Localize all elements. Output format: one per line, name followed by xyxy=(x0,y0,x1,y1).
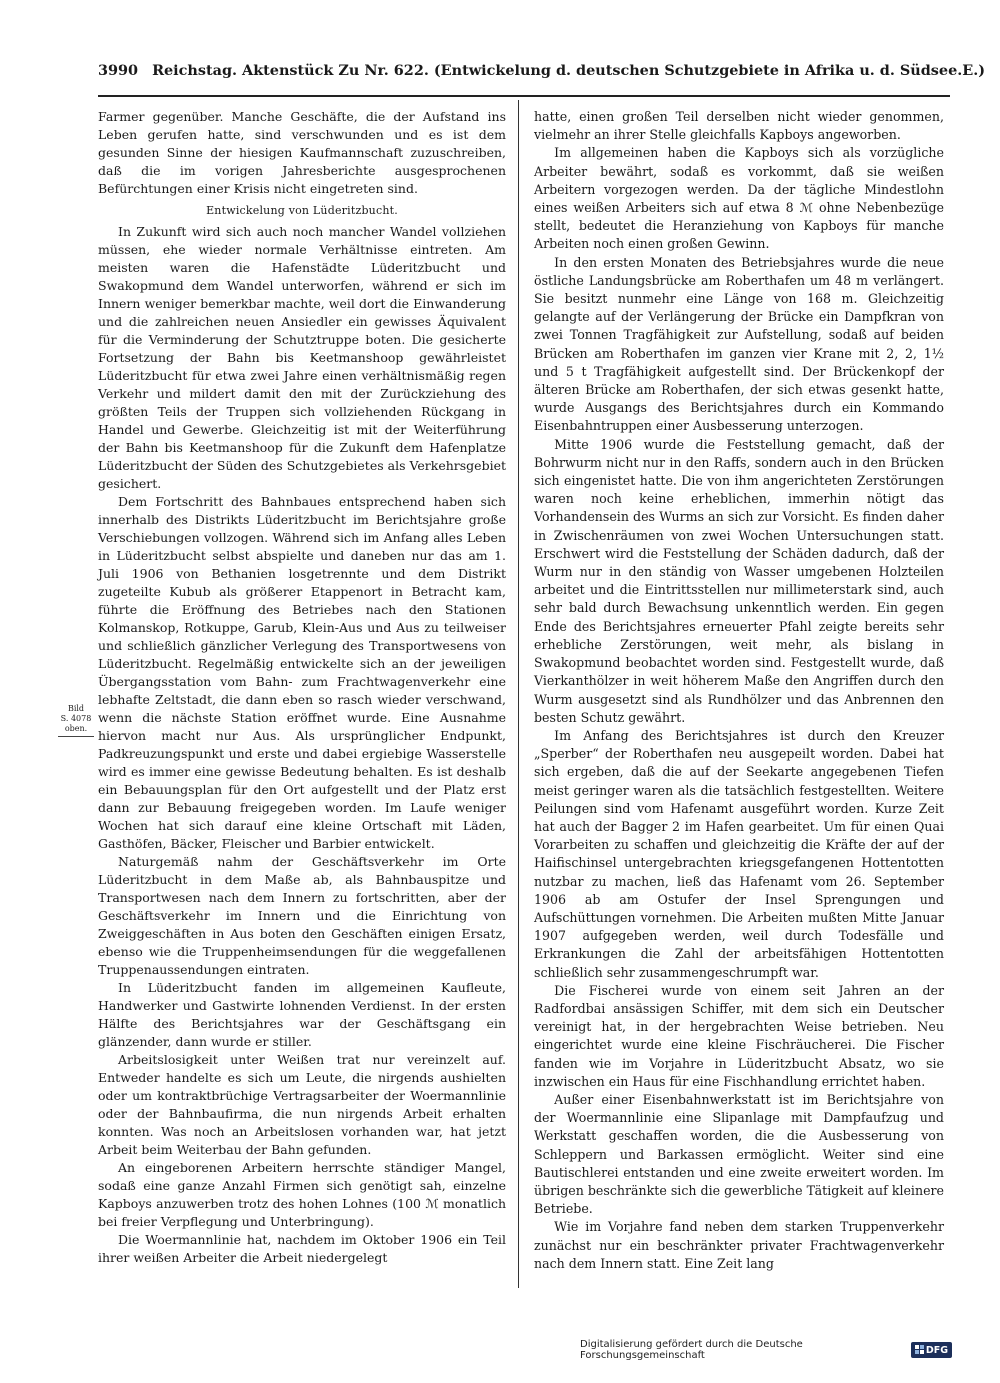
paragraph: hatte, einen großen Teil derselben nicht wieder genommen, vielmehr an ihrer Stelle gleichfalls Kapboys angeworben. xyxy=(534,109,944,143)
header-rule xyxy=(98,95,950,97)
paragraph: Dem Fortschritt des Bahnbaues entsprechend haben sich innerhalb des Distrikts Lüderitzbucht im Berichtsjahre große Verschiebungen vollzogen. Während sich im Anfang alles Leben in Lüderitzbucht selbst abspielte und daneben nur das am 1. Juli 1906 von Bethanien losgetrennte und dem Distrikt zugeteilte Kubub als größerer Etappenort in Betracht kam, führte die Eröffnung des Betriebes nach den Stationen Kolmanskop, Rotkuppe, Garub, Klein-Aus und Aus zu teilweiser und schließlich gänzlicher Verlegung des Transportwesens von Lüderitzbucht. Regelmäßig entwickelte sich an der jeweiligen Übergangsstation vom Bahn- zum Frachtwagenverkehr eine lebhafte Zeltstadt, die dann eben so rasch wieder verschwand, wenn die nächste Station eröffnet wurde. Eine Ausnahme hiervon macht nur Aus. Als ursprünglicher Endpunkt, Padkreuzungspunkt und erste und dabei ergiebige Wasserstelle wird es immer eine gewisse Bedeutung behalten. Es ist deshalb ein Bebauungsplan für den Ort aufgestellt und der Platz erst dann zur Bebauung freigegeben worden. Im Laufe weniger Wochen hat sich darauf eine kleine Ortschaft mit Läden, Gasthöfen, Bäcker, Fleischer und Barbier entwickelt. xyxy=(98,494,506,851)
paragraph: Naturgemäß nahm der Geschäftsverkehr im Orte Lüderitzbucht in dem Maße ab, als Bahnbauspitze und Transportwesen nach dem Innern zu fortschritten, aber der Geschäftsverkehr im Innern und die Einrichtung von Zweiggeschäften in Aus boten den Geschäften einigen Ersatz, ebenso wie die Truppenheimsendungen für die weggefallenen Truppenaussendungen eintraten. xyxy=(98,854,506,977)
paragraph: Im allgemeinen haben die Kapboys sich als vorzügliche Arbeiter bewährt, sodaß es vorkommt, daß sie weißen Arbeitern vorgezogen werden. Da der tägliche Mindestlohn eines weißen Arbeiters sich auf etwa 8 ℳ ohne Nebenbezüge stellt, bedeutet die Heranziehung von Kapboys für manche Arbeiten noch einen großen Gewinn. xyxy=(534,145,944,252)
paragraph: Außer einer Eisenbahnwerkstatt ist im Berichtsjahre von der Woermannlinie eine Slipanlage mit Dampfaufzug und Werkstatt geschaffen worden, die die Ausbesserung von Schleppern und Barkassen ermöglicht. Weiter sind eine Bautischlerei entstanden und eine zweite erweitert worden. Im übrigen beschränkte sich die gewerbliche Tätigkeit auf kleinere Betriebe. xyxy=(534,1091,944,1217)
header-title: Reichstag. Aktenstück Zu Nr. 622. (Entwickelung d. deutschen Schutzgebiete in Afrika u. d. Südsee. xyxy=(152,62,963,79)
margin-note-line: S. 4078 xyxy=(60,714,92,723)
paragraph: Wie im Vorjahre fand neben dem starken Truppenverkehr zunächst nur ein beschränkter privater Frachtwagenverkehr nach dem Innern statt. Eine Zeit lang xyxy=(534,1219,944,1271)
paragraph: Farmer gegenüber. Manche Geschäfte, die der Aufstand ins Leben gerufen hatte, sind verschwunden und es ist dem gesunden Sinne der hiesigen Kaufmannschaft zuzuschreiben, daß die im vorigen Jahresberichte ausgesprochenen Befürchtungen einer Krisis nicht eingetreten sind. xyxy=(98,109,506,196)
paragraph: In Lüderitzbucht fanden im allgemeinen Kaufleute, Handwerker und Gastwirte lohnenden Verdienst. In der ersten Hälfte des Berichtsjahres war der Geschäftsgang ein glänzender, dann wurde er stiller. xyxy=(98,980,506,1049)
paragraph: Mitte 1906 wurde die Feststellung gemacht, daß der Bohrwurm nicht nur in den Raffs, sondern auch in den Brücken sich eingenistet hatte. Die von ihm angerichteten Zerstörungen waren noch keine erheblichen, immerhin nötigt das Vorhandensein des Wurms an sich zur Vorsicht. Es finden daher in Zwischenräumen von zwei Wochen Untersuchungen statt. Erschwert wird die Feststellung der Schäden dadurch, daß der Wurm nur in den ständig von Wasser umgebenen Holzteilen arbeitet und die Eintrittsstellen nur millimeterstark sind, auch sehr bald durch Bewachsung unkenntlich werden. Ein gegen Ende des Berichtsjahres erneuerter Pfahl zeigte bereits sehr erhebliche Zerstörungen, weit mehr, als bislang in Swakopmund beobachtet worden sind. Festgestellt wurde, daß Vierkanthölzer in weit höherem Maße den Angriffen durch den Wurm ausgesetzt sind als Rundhölzer und das Anbrennen den besten Schutz gewährt. xyxy=(534,436,944,725)
dfg-logo-mark-icon xyxy=(915,1345,924,1355)
paragraph: In den ersten Monaten des Betriebsjahres wurde die neue östliche Landungsbrücke am Roberthafen um 48 m verlängert. Sie besitzt nunmehr eine Länge von 168 m. Gleichzeitig gelangte auf der Verlängerung der Brücke ein Dampfkran von zwei Tonnen Tragfähigkeit zur Aufstellung, sodaß auf beiden Brücken am Roberthafen im ganzen vier Krane mit 2, 2, 1½ und 5 t Tragfähigkeit aufgestellt sind. Der Brückenkopf der älteren Brücke am Roberthafen, der sich etwas gesenkt hatte, wurde Ausgangs des Berichtsjahres durch ein Kommando Eisenbahntruppen einer Ausbesserung unterzogen. xyxy=(534,254,944,434)
dfg-logo-text: DFG xyxy=(925,1344,948,1356)
paragraph: Die Fischerei wurde von einem seit Jahren an der Radfordbai ansässigen Schiffer, mit dem sich ein Deutscher vereinigt hat, in der hergebrachten Weise betrieben. Neu eingerichtet wurde eine kleine Fischräucherei. Die Fischer fanden wie im Vorjahre in Lüderitzbucht Absatz, wo sie inzwischen ein Haus für eine Fischhandlung errichtet haben. xyxy=(534,982,944,1089)
section-heading: Entwickelung von Lüderitzbucht. xyxy=(206,204,398,217)
margin-note xyxy=(58,704,94,737)
footer xyxy=(580,1340,952,1360)
paragraph: Im Anfang des Berichtsjahres ist durch den Kreuzer „Sperber“ der Roberthafen neu ausgepeilt worden. Dabei hat sich ergeben, daß die auf der Seekarte angegebenen Tiefen meist geringer waren als die tatsächlich festgestellten. Weitere Peilungen sind vom Hafenamt ausgeführt worden. Kurze Zeit hat auch der Bagger 2 im Hafen gearbeitet. Um für einen Quai Vorarbeiten zu schaffen und gleichzeitig die Kräfte der auf der Haifischinsel untergebrachten kriegsgefangenen Hottentotten nutzbar zu machen, ließ das Hafenamt vom 26. September 1906 ab am Ostufer der Insel Sprengungen und Aufschüttungen vornehmen. Die Arbeiten mußten Mitte Januar 1907 aufgegeben werden, weil durch Todesfälle und Erkrankungen die Zahl der arbeitsfähigen Hottentotten schließlich sehr zusammengeschrumpft war. xyxy=(534,727,944,980)
paragraph: In Zukunft wird sich auch noch mancher Wandel vollziehen müssen, ehe wieder normale Verhältnisse eintreten. Am meisten waren die Hafenstädte Lüderitzbucht und Swakopmund dem Wandel unterworfen, während er sich im Innern weniger bemerkbar machte, weil dort die Einwanderung und die zahlreichen neuen Ansiedler ein gewisses Äquivalent für die Verminderung der Schutztruppe boten. Die gesicherte Fortsetzung der Bahn bis Keetmanshoop gewährleistet Lüderitzbucht für etwa zwei Jahre einen verhältnismäßig regen Verkehr und mildert damit den mit der Zurückziehung des größten Teils der Truppen sich vollziehenden Rückgang in Handel und Gewerbe. Gleichzeitig ist mit der Weiterführung der Bahn bis Keetmanshoop für die Zukunft dem Hafenplatze Lüderitzbucht der Süden des Schutzgebietes als Verkehrsgebiet gesichert. xyxy=(98,224,506,491)
header-section: E.) xyxy=(962,62,986,79)
margin-note-line: oben. xyxy=(64,724,88,733)
footer-credit: Digitalisierung gefördert durch die Deutsche Forschungsgemeinschaft xyxy=(580,1339,803,1361)
paragraph: Die Woermannlinie hat, nachdem im Oktober 1906 ein Teil ihrer weißen Arbeiter die Arbeit niedergelegt xyxy=(98,1232,506,1265)
right-column xyxy=(534,108,944,1273)
margin-note-rule xyxy=(58,736,94,737)
running-header xyxy=(98,62,986,90)
margin-note-line: Bild xyxy=(67,704,85,713)
dfg-logo xyxy=(911,1342,952,1358)
paragraph: Arbeitslosigkeit unter Weißen trat nur vereinzelt auf. Entweder handelte es sich um Leute, die nirgends aushielten oder um kontraktbrüchige Vertragsarbeiter der Woermannlinie oder der Bahnbaufirma, die nun nirgends Arbeit erhalten konnten. Was noch an Arbeitslosen vorhanden war, hat jetzt Arbeit beim Weiterbau der Bahn gefunden. xyxy=(98,1052,506,1157)
paragraph: An eingeborenen Arbeitern herrschte ständiger Mangel, sodaß eine ganze Anzahl Firmen sich genötigt sah, einzelne Kapboys anzuwerben trotz des hohen Lohnes (100 ℳ monatlich bei freier Verpflegung und Unterbringung). xyxy=(98,1160,506,1229)
page-number: 3990 xyxy=(98,62,139,79)
column-divider xyxy=(518,100,519,1288)
left-column xyxy=(98,108,506,1267)
